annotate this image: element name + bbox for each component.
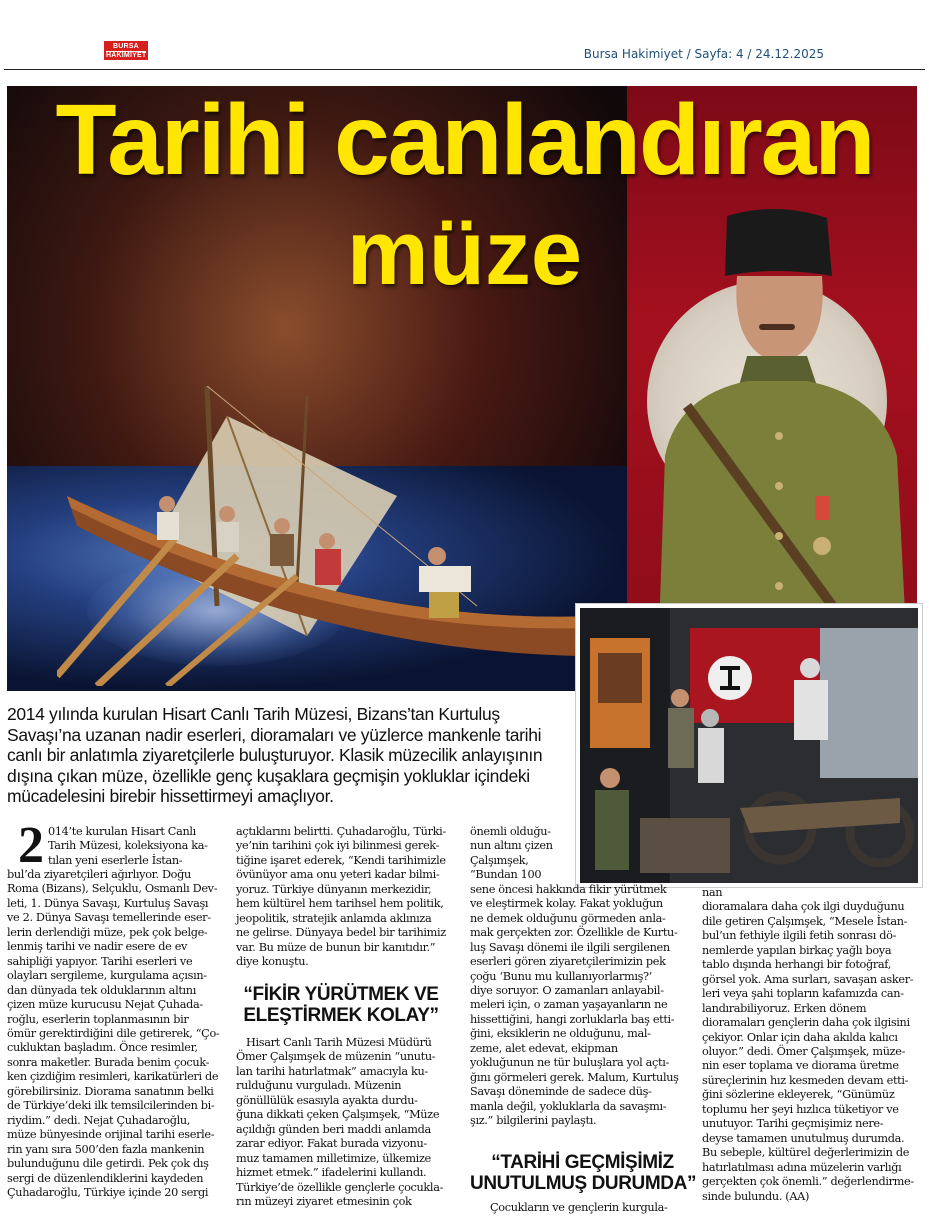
text-line: ğini, eksiklerin ne olduğunu, mal-	[470, 1027, 651, 1041]
text-line: unutuyor. Tarihi geçmişimiz nere-	[702, 1117, 884, 1131]
text-line: ne demek olduğunu görmeden anla-	[470, 911, 666, 925]
text-line: hizmet etmek.” ifadelerini kullandı.	[236, 1166, 427, 1180]
text-line: şız.” bilgilerini paylaştı.	[470, 1114, 597, 1128]
text-line: dioramalara daha çok ilgi duyduğunu	[702, 900, 905, 914]
text-line: olayları sergileme, kurgulama açısın-	[7, 969, 207, 983]
text-line: ne gelirse. Dünyaya bedel bir tarihimiz	[236, 926, 446, 940]
subheading-1-line-2: ELEŞTİRMEK KOLAY”	[243, 1005, 439, 1026]
headline-line-1: Tarihi canlandıran	[55, 84, 874, 196]
text-line: ğini sözlerine ekleyerek, “Günümüz	[702, 1088, 895, 1102]
article-column-3	[470, 825, 679, 1129]
text-line: Hisart Canlı Tarih Müzesi Müdürü	[246, 1036, 432, 1049]
text-line: müze bünyesinde orijinal tarihi eserle-	[7, 1128, 215, 1142]
subheading-1	[236, 984, 446, 1026]
article-column-2-top	[236, 825, 446, 970]
text-line: var. Bu müze de bunun bir kanıtıdır.”	[236, 940, 436, 954]
text-line: zeme, alet edevat, ekipman	[470, 1041, 618, 1055]
text-line: tablo dışında herhangi bir fotoğraf,	[702, 958, 891, 972]
drop-cap: 2	[18, 817, 44, 874]
subheading-2-line-1: “TARİHİ GEÇMİŞİMİZ	[491, 1152, 674, 1173]
subheading-2-line-2: UNUTULMUŞ DURUMDA”	[470, 1173, 697, 1194]
text-line: nan	[702, 886, 723, 899]
text-line: Savaşı döneminde de sadece düş-	[470, 1085, 652, 1099]
text-line: lerin derlendiği müze, pek çok belge-	[7, 925, 208, 939]
text-line: sergi de düzenlendiklerini kaydeden	[7, 1171, 204, 1185]
text-line: manla değil, yokluklarla da savaşmı-	[470, 1099, 667, 1113]
text-line: meleri için, o zaman yaşayanların ne	[470, 998, 668, 1012]
text-line: eserleri gören ziyaretçilerimizin pek	[470, 955, 666, 969]
article-column-2-bottom	[236, 1036, 443, 1209]
subheading-2	[470, 1152, 695, 1194]
text-line: cukluktan başladım. Önce resimler,	[7, 1041, 198, 1055]
text-line: 014’te kurulan Hisart Canlı	[48, 825, 196, 838]
text-line: Tarih Müzesi, koleksiyona ka-	[48, 839, 208, 853]
article-lead: 2014 yılında kurulan Hisart Canlı Tarih Müzesi, Bizans’tan Kurtuluş Savaşı’na uzanan nadir eserleri, dioramaları ve yüzlerce mankenle tarihi canlı bir anlatımla ziyaretçilerle buluşturuyor. Klasik müzecilik anlayışının dışına çıkan müze, özellikle genç kuşaklara geçmişin yokluklar içindeki mücadelesini birebir hissettirmeyi amaçlıyor.	[7, 704, 543, 806]
text-line: Çocukların ve gençlerin kurgula-	[490, 1201, 668, 1214]
text-line: ve eleştirmek kolay. Fakat yokluğun	[470, 897, 663, 911]
article-column-1	[7, 868, 219, 1200]
text-line: jeopolitik, stratejik anlamda aklınıza	[236, 911, 432, 925]
headline-line-2: müze	[346, 202, 583, 304]
text-line: roğlu, eserlerin toplanmasının bir	[7, 1012, 189, 1026]
text-line: luş Savaşı dönemi ile ilgili sergilenen	[470, 940, 670, 954]
text-line: çekiyor. Onlar için daha akılda kalıcı	[702, 1030, 898, 1044]
text-line: Bu sebeple, kültürel değerlerimizin de	[702, 1146, 910, 1160]
text-line: sinde bulundu. (AA)	[702, 1189, 810, 1203]
text-line: bul’da ziyaretçileri ağırlıyor. Doğu	[7, 868, 191, 881]
text-line: nin eser toplama ve diorama üretme	[702, 1059, 899, 1073]
text-line: süreçlerinin hız kesmeden devam etti-	[702, 1073, 909, 1087]
text-line: ve 2. Dünya Savaşı temellerinde eser-	[7, 911, 211, 925]
article-column-4	[702, 886, 914, 1204]
text-line: nun altını çizen	[470, 839, 553, 853]
text-line: ğuna dikkati çeken Çalşımşek, “Müze	[236, 1108, 440, 1122]
text-line: mak gerçekten zor. Özellikle de Kurtu-	[470, 926, 678, 940]
text-line: ye’nin tarihini çok iyi bilinmesi gerek-	[236, 839, 440, 853]
text-line: çoğu ‘Bunu mu kullanıyorlarmış?’	[470, 969, 652, 983]
text-line: bul’un fethiyle ilgili fetih sonrası dö-	[702, 929, 897, 943]
text-line: görebilirsiniz. Diorama sanatının belki	[7, 1084, 214, 1098]
text-line: “Bundan 100	[470, 868, 542, 882]
text-line: sonra maketler. Burada benim çocuk-	[7, 1055, 210, 1069]
text-line: lenmiş tarihi ve nadir esere de ev	[7, 940, 188, 954]
logo-text-2: HAKİMİYET	[106, 52, 147, 59]
text-line: diye konuştu.	[236, 955, 309, 969]
text-line: Roma (Bizans), Selçuklu, Osmanlı Dev-	[7, 882, 218, 896]
text-line: diye soruyor. O zamanları anlayabil-	[470, 983, 664, 997]
text-line: Çuhadaroğlu, Türkiye içinde 20 sergi	[7, 1185, 209, 1199]
text-line: riydim.” dedi. Nejat Çuhadaroğlu,	[7, 1113, 191, 1127]
text-line: muz tamamen milletimize, ülkemize	[236, 1151, 431, 1165]
header-divider	[4, 69, 925, 70]
page-meta: Bursa Hakimiyet / Sayfa: 4 / 24.12.2025	[583, 47, 824, 61]
text-line: hissettiğini, hangi zorluklarla baş etti-	[470, 1012, 675, 1026]
text-line: landırabiliyoruz. Erken dönem	[702, 1001, 867, 1015]
text-line: ğını görmeleri gerek. Malum, Kurtuluş	[470, 1070, 679, 1084]
text-line: yokluğunun ne tür buluşlara yol açtı-	[470, 1056, 669, 1070]
text-line: rulduğunu vurguladı. Müzenin	[236, 1079, 402, 1093]
text-line: yoruz. Türkiye dünyanın merkezidir,	[236, 882, 432, 896]
text-line: gerçekten çok önemli.” değerlendirme-	[702, 1175, 914, 1189]
text-line: nemlerde yapılan birkaç yağlı boya	[702, 943, 892, 957]
text-line: toplumu her şeyi hızlıca tüketiyor ve	[702, 1102, 899, 1116]
text-line: dile getiren Çalşımşek, “Mesele İstan-	[702, 914, 908, 928]
text-line: çizen müze kurucusu Nejat Çuhada-	[7, 998, 203, 1012]
text-line: tılan yeni eserlerle İstan-	[48, 853, 183, 867]
text-line: deyse tamamen unutulmuş durumda.	[702, 1131, 905, 1145]
text-line: hem kültürel hem tarihsel hem politik,	[236, 897, 444, 911]
text-line: leri veya şahi topların kafamızda can-	[702, 987, 904, 1001]
text-line: rin yanı sıra 500’den fazla mankenin	[7, 1142, 205, 1156]
subheading-1-line-1: “FİKİR YÜRÜTMEK VE	[243, 984, 439, 1005]
text-line: dan dünyada tek olduklarının altını	[7, 983, 196, 997]
text-line: hatırlatılması adına müzelerin varlığı	[702, 1160, 902, 1174]
text-line: gönüllülük esasıyla ayakta durdu-	[236, 1093, 418, 1107]
text-line: ken çizdiğim resimleri, karikatürleri de	[7, 1070, 219, 1084]
text-line: ömür gerektirdiğini dile getirerek, “Ço-	[7, 1026, 220, 1040]
text-line: Ömer Çalşımşek de müzenin “unutu-	[236, 1050, 436, 1064]
text-line: Çalşımşek,	[470, 853, 529, 867]
text-line: Türkiye’de özellikle gençlerle çocukla-	[236, 1180, 444, 1194]
text-line: sahipliği yapıyor. Tarihi eserleri ve	[7, 954, 193, 968]
text-line: tiğine işaret ederek, “Kendi tarihimizle	[236, 853, 446, 867]
text-line: de Türkiye’deki ilk temsilcilerinden bi-	[7, 1099, 215, 1113]
text-line: sene öncesi hakkında fikir yürütmek	[470, 882, 667, 896]
text-line: rın müzeyi ziyaret etmesinin çok	[236, 1194, 412, 1208]
text-line: açtıklarını belirtti. Çuhadaroğlu, Türki-	[236, 825, 446, 838]
text-line: açıldığı günden beri maddi anlamda	[236, 1122, 431, 1136]
text-line: övünüyor ama onu yeteri kadar bilmi-	[236, 868, 440, 882]
text-line: bulunduğunu dile getirdi. Pek çok dış	[7, 1157, 209, 1171]
text-line: önemli olduğu-	[470, 825, 551, 838]
text-line: dioramaları gençlerin daha çok ilgisini	[702, 1016, 910, 1030]
text-line: oluyor.” dedi. Ömer Çalşımşek, müze-	[702, 1044, 906, 1058]
boat-diorama	[57, 386, 617, 686]
text-line: zarar ediyor. Fakat burada vizyonu-	[236, 1137, 427, 1151]
newspaper-logo	[104, 41, 148, 60]
article-column-3-bottom	[490, 1201, 667, 1215]
text-line: leti, 1. Dünya Savaşı, Kurtuluş Savaşı	[7, 896, 209, 910]
logo-text-1: BURSA	[113, 43, 139, 50]
text-line: lan tarihi hatırlatmak” amacıyla ku-	[236, 1064, 428, 1078]
text-line: görsel yok. Ama surları, savaşan asker-	[702, 972, 914, 986]
article-column-1-top	[48, 825, 208, 868]
